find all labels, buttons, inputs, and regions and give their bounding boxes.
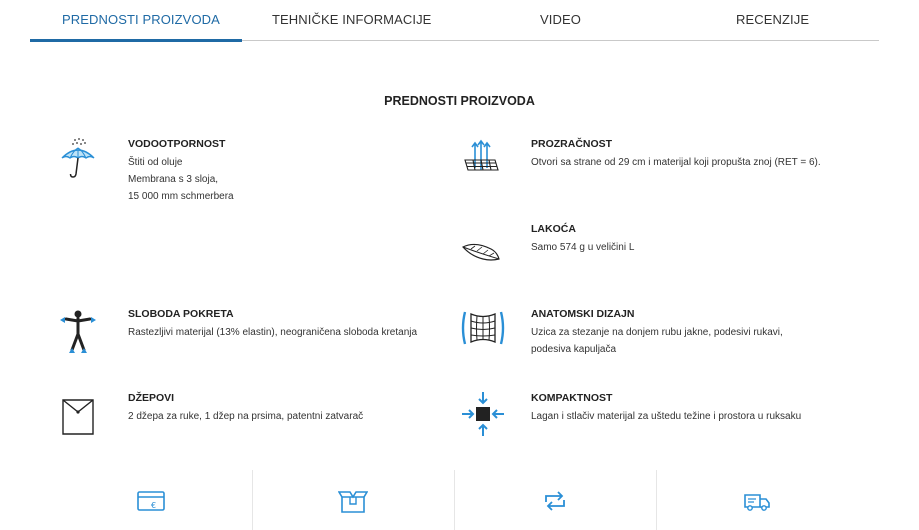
exchange-icon: [540, 488, 570, 514]
feature-description-line: 2 džepa za ruke, 1 džep na prsima, patentni zatvarač: [128, 411, 364, 422]
feature-lightness: [461, 221, 761, 271]
box-icon: [338, 488, 368, 514]
tab-tehnicke-informacije[interactable]: TEHNIČKE INFORMACIJE: [272, 12, 432, 27]
umbrella-rain-icon: [58, 136, 98, 180]
active-tab-indicator: [30, 39, 242, 42]
card-payment-icon: [136, 488, 166, 514]
breathable-fabric-icon: [461, 136, 501, 180]
service-icons-bar: [50, 466, 858, 530]
feature-title: PROZRAČNOST: [531, 138, 613, 150]
tab-prednosti-proizvoda[interactable]: PREDNOSTI PROIZVODA: [62, 12, 220, 27]
compress-icon: [461, 390, 505, 438]
feature-description-line: Samo 574 g u veličini L: [531, 242, 635, 253]
pocket-icon: [58, 390, 98, 438]
feature-breathability: [461, 136, 881, 196]
feature-waterproof: [58, 136, 358, 216]
feature-freedom-of-movement: [58, 306, 458, 366]
tab-recenzije[interactable]: RECENZIJE: [736, 12, 810, 27]
feature-description-line: 15 000 mm schmerbera: [128, 191, 234, 202]
feature-description-line: Rastezljivi materijal (13% elastin), neograničena sloboda kretanja: [128, 327, 418, 338]
feature-title: VODOOTPORNOST: [128, 138, 226, 150]
feature-description-line: Uzica za stezanje na donjem rubu jakne, podesivi rukavi,: [531, 327, 783, 338]
feature-title: DŽEPOVI: [128, 392, 175, 404]
feature-description-line: Membrana s 3 sloja,: [128, 174, 219, 185]
feature-description-line: podesiva kapuljača: [531, 344, 617, 355]
feature-title: SLOBODA POKRETA: [128, 308, 234, 320]
feature-title: LAKOĆA: [531, 223, 576, 235]
feature-icon: [461, 229, 501, 273]
section-title: PREDNOSTI PROIZVODA: [384, 94, 535, 108]
anatomic-grid-icon: [461, 306, 505, 350]
feature-title: ANATOMSKI DIZAJN: [531, 308, 635, 320]
feature-title: KOMPAKTNOST: [531, 392, 613, 404]
feature-description-line: Lagan i stlačiv materijal za uštedu težine i prostora u ruksaku: [531, 411, 802, 422]
feature-description-line: Štiti od oluje: [128, 157, 183, 168]
service-exchange[interactable]: [454, 466, 656, 530]
feature-anatomic-design: [461, 306, 881, 366]
service-box[interactable]: [252, 466, 454, 530]
feature-compactness: [461, 390, 881, 450]
tab-video[interactable]: VIDEO: [540, 12, 581, 27]
service-delivery[interactable]: [656, 466, 858, 530]
feature-pockets: [58, 390, 458, 450]
delivery-truck-icon: [742, 488, 772, 514]
service-payment[interactable]: [50, 466, 252, 530]
tab-bar: [30, 0, 879, 41]
svg-text:€: €: [151, 501, 157, 510]
feature-description-line: Otvori sa strane od 29 cm i materijal koji propušta znoj (RET = 6).: [531, 157, 821, 168]
stretch-figure-icon: [58, 306, 98, 354]
